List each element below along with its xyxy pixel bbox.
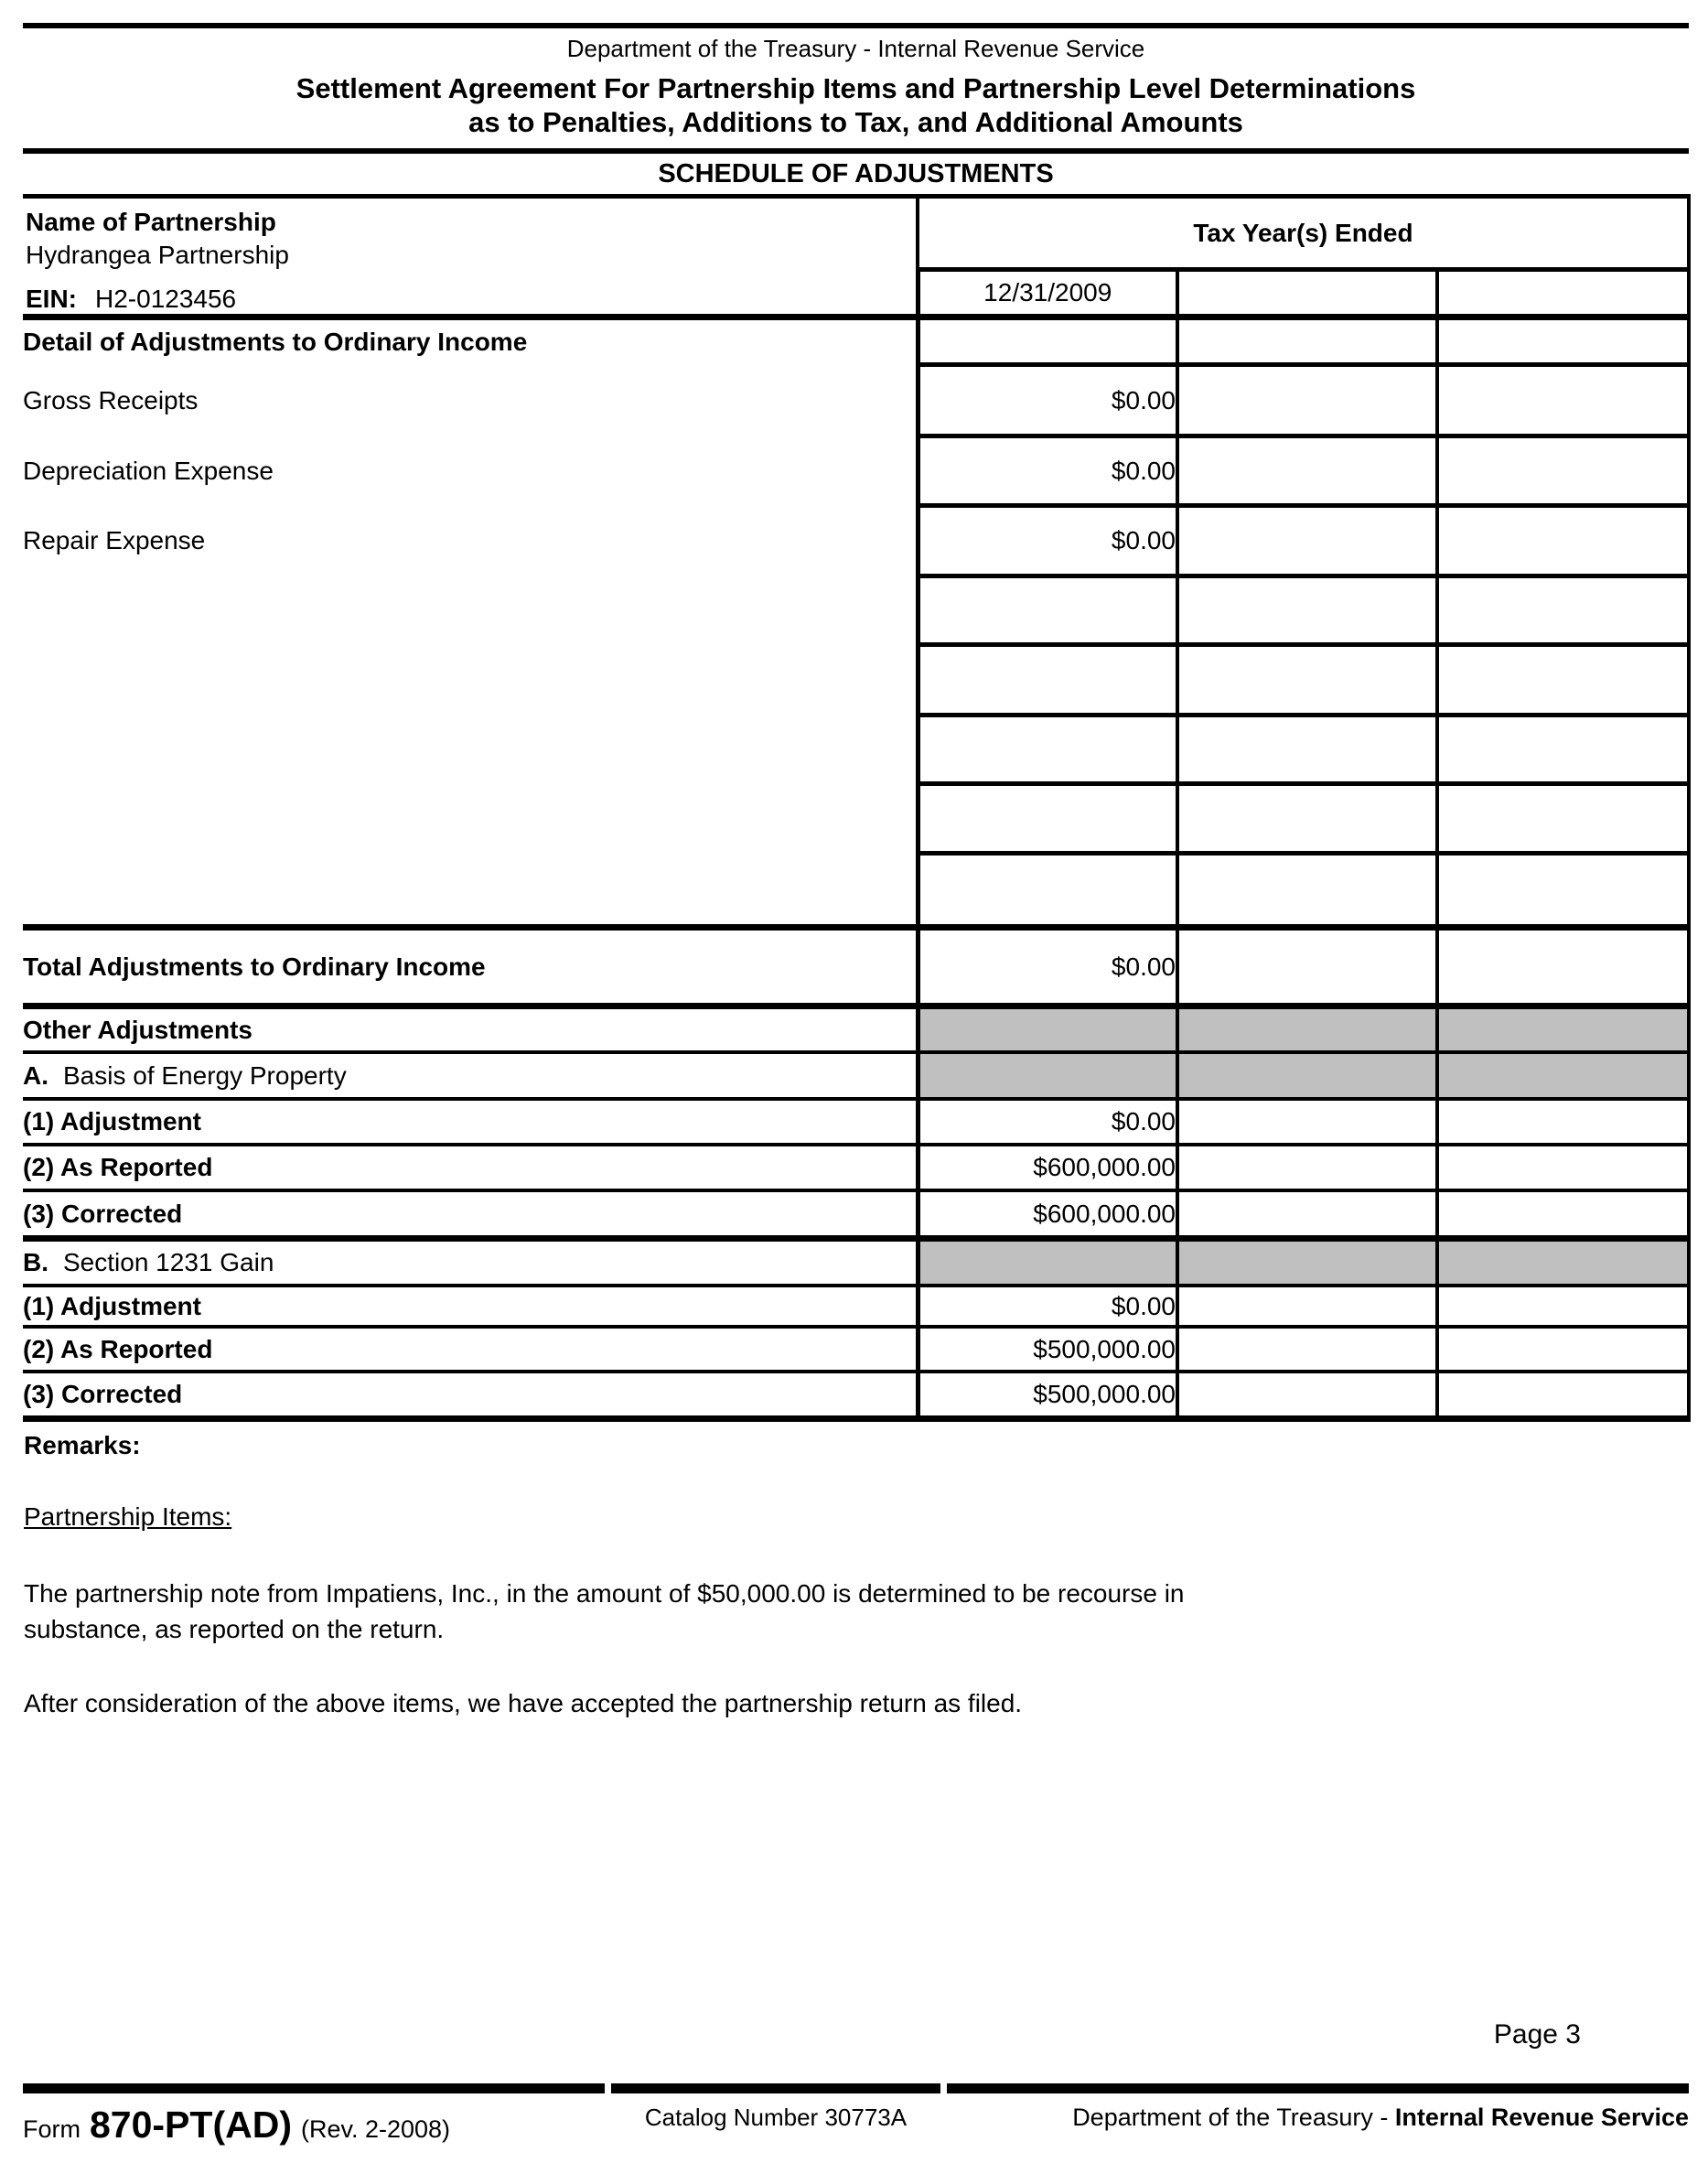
shaded-cell [1437, 1052, 1689, 1099]
item-b-line3-label: (3) Corrected [23, 1372, 918, 1419]
empty-adjustment-row [23, 645, 1689, 716]
adjustment-row-gross-receipts [23, 365, 1689, 436]
empty-cell [1177, 506, 1437, 576]
total-adjustments-row [23, 928, 1689, 1006]
partnership-name-label: Name of Partnership [26, 208, 276, 236]
empty-cell [1177, 1145, 1437, 1190]
empty-adjustment-row [23, 716, 1689, 784]
item-a-as-reported-row [23, 1145, 1689, 1190]
item-a-line1-label: (1) Adjustment [23, 1099, 918, 1145]
item-a-line3-year1-value: $600,000.00 [918, 1190, 1177, 1239]
remarks-paragraph-2: After consideration of the above items, we have accepted the partnership return as filed. [24, 1689, 1023, 1717]
empty-cell [1437, 1372, 1689, 1419]
item-b-line2-year1-value: $500,000.00 [918, 1327, 1177, 1372]
empty-cell [1437, 1286, 1689, 1327]
form-title-line2: as to Penalties, Additions to Tax, and Additional Amounts [468, 106, 1243, 138]
item-a-label [23, 1052, 918, 1099]
form-title-line1: Settlement Agreement For Partnership Items and Partnership Level Determinations [295, 72, 1416, 104]
item-a-corrected-row [23, 1190, 1689, 1239]
total-adjustments-year1-value: $0.00 [918, 928, 1177, 1006]
depreciation-expense-label: Depreciation Expense [23, 456, 274, 485]
form-title [23, 71, 1689, 139]
remarks-label: Remarks: [24, 1431, 141, 1459]
empty-cell [918, 716, 1177, 784]
empty-cell [918, 317, 1177, 365]
other-adjustments-header-row [23, 1006, 1689, 1053]
shaded-cell [1177, 1052, 1437, 1099]
empty-cell [918, 854, 1177, 928]
empty-cell [1437, 1327, 1689, 1372]
shaded-cell [1177, 1239, 1437, 1286]
shaded-cell [918, 1006, 1177, 1053]
empty-cell [1177, 645, 1437, 716]
empty-cell [1177, 716, 1437, 784]
item-b-line3-year1-value: $500,000.00 [918, 1372, 1177, 1419]
empty-cell [1437, 928, 1689, 1006]
item-a-header-row [23, 1052, 1689, 1099]
empty-adjustment-row [23, 784, 1689, 854]
other-adjustments-label: Other Adjustments [23, 1006, 918, 1053]
empty-cell [1177, 1099, 1437, 1145]
shaded-cell [918, 1052, 1177, 1099]
shaded-cell [918, 1239, 1177, 1286]
empty-adjustment-row [23, 576, 1689, 645]
empty-cell [1437, 854, 1689, 928]
empty-cell [1437, 506, 1689, 576]
tax-year-2-cell [1177, 270, 1437, 317]
item-b-line1-label: (1) Adjustment [23, 1286, 918, 1327]
empty-cell [918, 576, 1177, 645]
empty-cell [1437, 436, 1689, 506]
tax-year-3-cell [1437, 270, 1689, 317]
gross-receipts-label: Gross Receipts [23, 385, 199, 414]
empty-cell [1437, 365, 1689, 436]
empty-cell [1437, 1190, 1689, 1239]
footer-form-number: 870-PT(AD) [90, 2104, 292, 2146]
empty-cell [23, 645, 918, 716]
adjustment-row-repair [23, 506, 1689, 576]
empty-adjustment-row [23, 854, 1689, 928]
item-a-line2-year1-value: $600,000.00 [918, 1145, 1177, 1190]
item-a-letter: A. [23, 1060, 48, 1090]
empty-cell [918, 645, 1177, 716]
empty-cell [1177, 928, 1437, 1006]
item-b-line2-label: (2) As Reported [23, 1327, 918, 1372]
footer-agency [947, 2083, 1689, 2147]
remarks-paragraph-1 [23, 1576, 1689, 1647]
schedule-of-adjustments-table [23, 194, 1691, 1422]
ein-label: EIN: [26, 285, 77, 313]
depreciation-expense-year1-value: $0.00 [918, 436, 1177, 506]
repair-expense-year1-value: $0.00 [918, 506, 1177, 576]
remarks-paragraph-1-line2: substance, as reported on the return. [24, 1615, 445, 1643]
empty-cell [1177, 1372, 1437, 1419]
empty-cell [1177, 1286, 1437, 1327]
empty-cell [918, 784, 1177, 854]
footer-agency-bold: Internal Revenue Service [1394, 2104, 1689, 2131]
item-b-adjustment-row [23, 1286, 1689, 1327]
form-content [23, 23, 1689, 1721]
item-a-name: Basis of Energy Property [63, 1060, 347, 1090]
empty-cell [1177, 1190, 1437, 1239]
empty-cell [1177, 576, 1437, 645]
ein-value: H2-0123456 [95, 285, 237, 313]
empty-cell [1177, 317, 1437, 365]
footer-agency-prefix: Department of the Treasury - [1072, 2104, 1395, 2131]
item-b-label [23, 1239, 918, 1286]
footer-row [23, 2083, 1689, 2147]
item-b-header-row [23, 1239, 1689, 1286]
repair-expense-label: Repair Expense [23, 526, 206, 554]
detail-section-label: Detail of Adjustments to Ordinary Income [23, 317, 918, 365]
footer-catalog-number: Catalog Number 30773A [611, 2083, 940, 2147]
empty-cell [1437, 1145, 1689, 1190]
shaded-cell [1437, 1239, 1689, 1286]
item-b-letter: B. [23, 1248, 48, 1276]
empty-cell [1177, 854, 1437, 928]
tax-years-ended-header: Tax Year(s) Ended [918, 197, 1689, 270]
table-header-row [23, 197, 1689, 270]
empty-cell [1437, 716, 1689, 784]
empty-cell [1437, 784, 1689, 854]
detail-section-row [23, 317, 1689, 365]
footer-form-word: Form [23, 2115, 81, 2143]
partnership-name-cell [23, 197, 918, 317]
footer-form-revision: (Rev. 2-2008) [300, 2115, 451, 2143]
total-adjustments-label: Total Adjustments to Ordinary Income [23, 928, 918, 1006]
item-b-name: Section 1231 Gain [63, 1248, 274, 1276]
empty-cell [1437, 1099, 1689, 1145]
page-footer [23, 2019, 1689, 2147]
item-b-line1-year1-value: $0.00 [918, 1286, 1177, 1327]
empty-cell [1437, 645, 1689, 716]
shaded-cell [1437, 1006, 1689, 1053]
tax-year-1-cell: 12/31/2009 [918, 270, 1177, 317]
empty-cell [23, 576, 918, 645]
empty-cell [1437, 317, 1689, 365]
item-a-line2-label: (2) As Reported [23, 1145, 918, 1190]
gross-receipts-year1-value: $0.00 [918, 365, 1177, 436]
item-a-line1-year1-value: $0.00 [918, 1099, 1177, 1145]
empty-cell [1177, 784, 1437, 854]
empty-cell [1177, 1327, 1437, 1372]
item-a-line3-label: (3) Corrected [23, 1190, 918, 1239]
agency-line: Department of the Treasury - Internal Revenue Service [566, 35, 1145, 62]
page-number: Page 3 [1493, 2019, 1581, 2050]
partnership-name-value: Hydrangea Partnership [26, 241, 289, 269]
empty-cell [1177, 436, 1437, 506]
footer-form-id [23, 2083, 605, 2147]
top-rule [23, 23, 1689, 28]
schedule-title: SCHEDULE OF ADJUSTMENTS [658, 159, 1054, 188]
partnership-items-heading: Partnership Items: [24, 1502, 232, 1531]
item-b-corrected-row [23, 1372, 1689, 1419]
shaded-cell [1177, 1006, 1437, 1053]
empty-cell [23, 854, 918, 928]
item-b-as-reported-row [23, 1327, 1689, 1372]
empty-cell [23, 784, 918, 854]
empty-cell [23, 716, 918, 784]
adjustment-row-depreciation [23, 436, 1689, 506]
empty-cell [1177, 365, 1437, 436]
item-a-adjustment-row [23, 1099, 1689, 1145]
remarks-paragraph-1-line1: The partnership note from Impatiens, Inc., in the amount of $50,000.00 is determined to be recourse in [24, 1579, 1185, 1608]
empty-cell [1437, 576, 1689, 645]
ein-line [23, 272, 916, 314]
